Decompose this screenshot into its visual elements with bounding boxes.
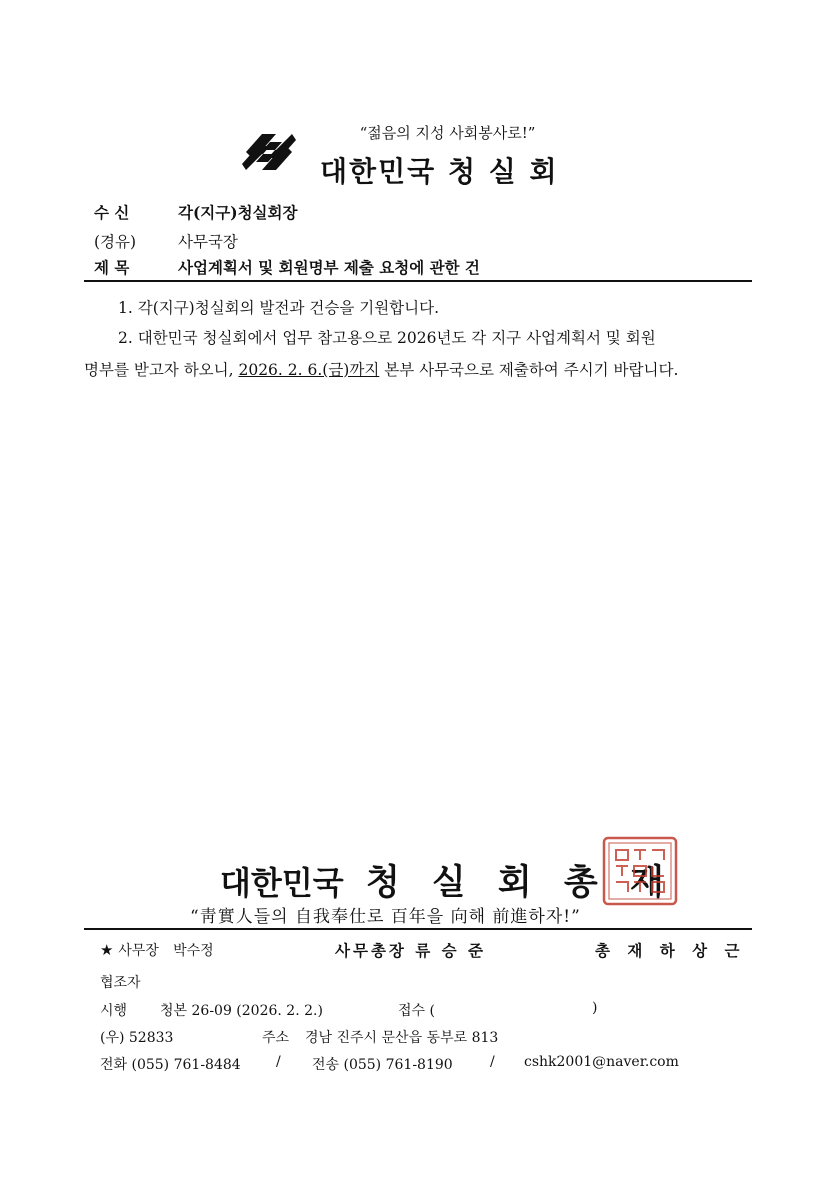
slogan: “젊음의 지성 사회봉사로!” [359,124,536,142]
subject-label: 제 목 [94,258,130,277]
staff-name: 박수정 [173,943,214,959]
paragraph-2-text-end: 본부 사무국으로 제출하여 주시기 바랍니다. [379,361,679,379]
official-seal [602,836,678,906]
via-label: (경유) [94,233,137,251]
subject-divider [84,280,752,282]
footer-slogan: “靑實人들의 自我奉仕로 百年을 向해 前進하자!” [190,907,581,927]
secretary-general: 사무총장 류 승 준 [335,941,487,960]
fax: 전송 (055) 761-8190 [312,1057,453,1073]
paragraph-2-line-1: 2. 대한민국 청실회에서 업무 참고용으로 2026년도 각 지구 사업계획서 및 회원 [118,329,656,347]
issuer-prefix: 대한민국 [220,864,344,902]
staff-role: 사무장 [118,943,159,959]
separator: / [276,1054,281,1070]
postal-code: (우) 52833 [100,1030,174,1046]
email: cshk2001@naver.com [524,1054,679,1070]
address: 경남 진주시 문산읍 동부로 813 [305,1030,499,1046]
separator: / [490,1054,495,1070]
footer-divider-top [84,928,752,930]
org-logo [240,130,298,174]
paragraph-2-text: 명부를 받고자 하오니, [84,361,239,379]
star-icon: ★ [100,941,114,959]
cooperator-label: 협조자 [100,975,141,991]
address-label: 주소 [262,1030,290,1046]
paragraph-2-line-2 [84,358,678,380]
receipt-label: 접수 ( [398,1003,435,1019]
recipient-value: 각(지구)청실회장 [178,203,298,222]
receipt-close: ) [592,1000,598,1016]
recipient-row [94,201,297,223]
president: 총 재 하 상 근 [595,941,746,960]
enforcement-label: 시행 [100,1003,128,1019]
org-name: 대한민국 청 실 회 [320,155,559,188]
phone: 전화 (055) 761-8484 [100,1057,241,1073]
deadline: 2026. 2. 6.(금)까지 [238,361,380,379]
subject-value: 사업계획서 및 회원명부 제출 요청에 관한 건 [178,258,480,277]
staff [100,940,214,960]
issuer-name: 청 실 회 총 재 [365,862,674,903]
paragraph-1: 1. 각(지구)청실회의 발전과 건승을 기원합니다. [118,299,440,317]
via-value: 사무국장 [178,233,238,251]
subject-row [94,256,480,278]
recipient-label: 수 신 [94,203,130,222]
enforcement-number: 청본 26-09 (2026. 2. 2.) [160,1003,323,1019]
via-row [94,230,238,252]
